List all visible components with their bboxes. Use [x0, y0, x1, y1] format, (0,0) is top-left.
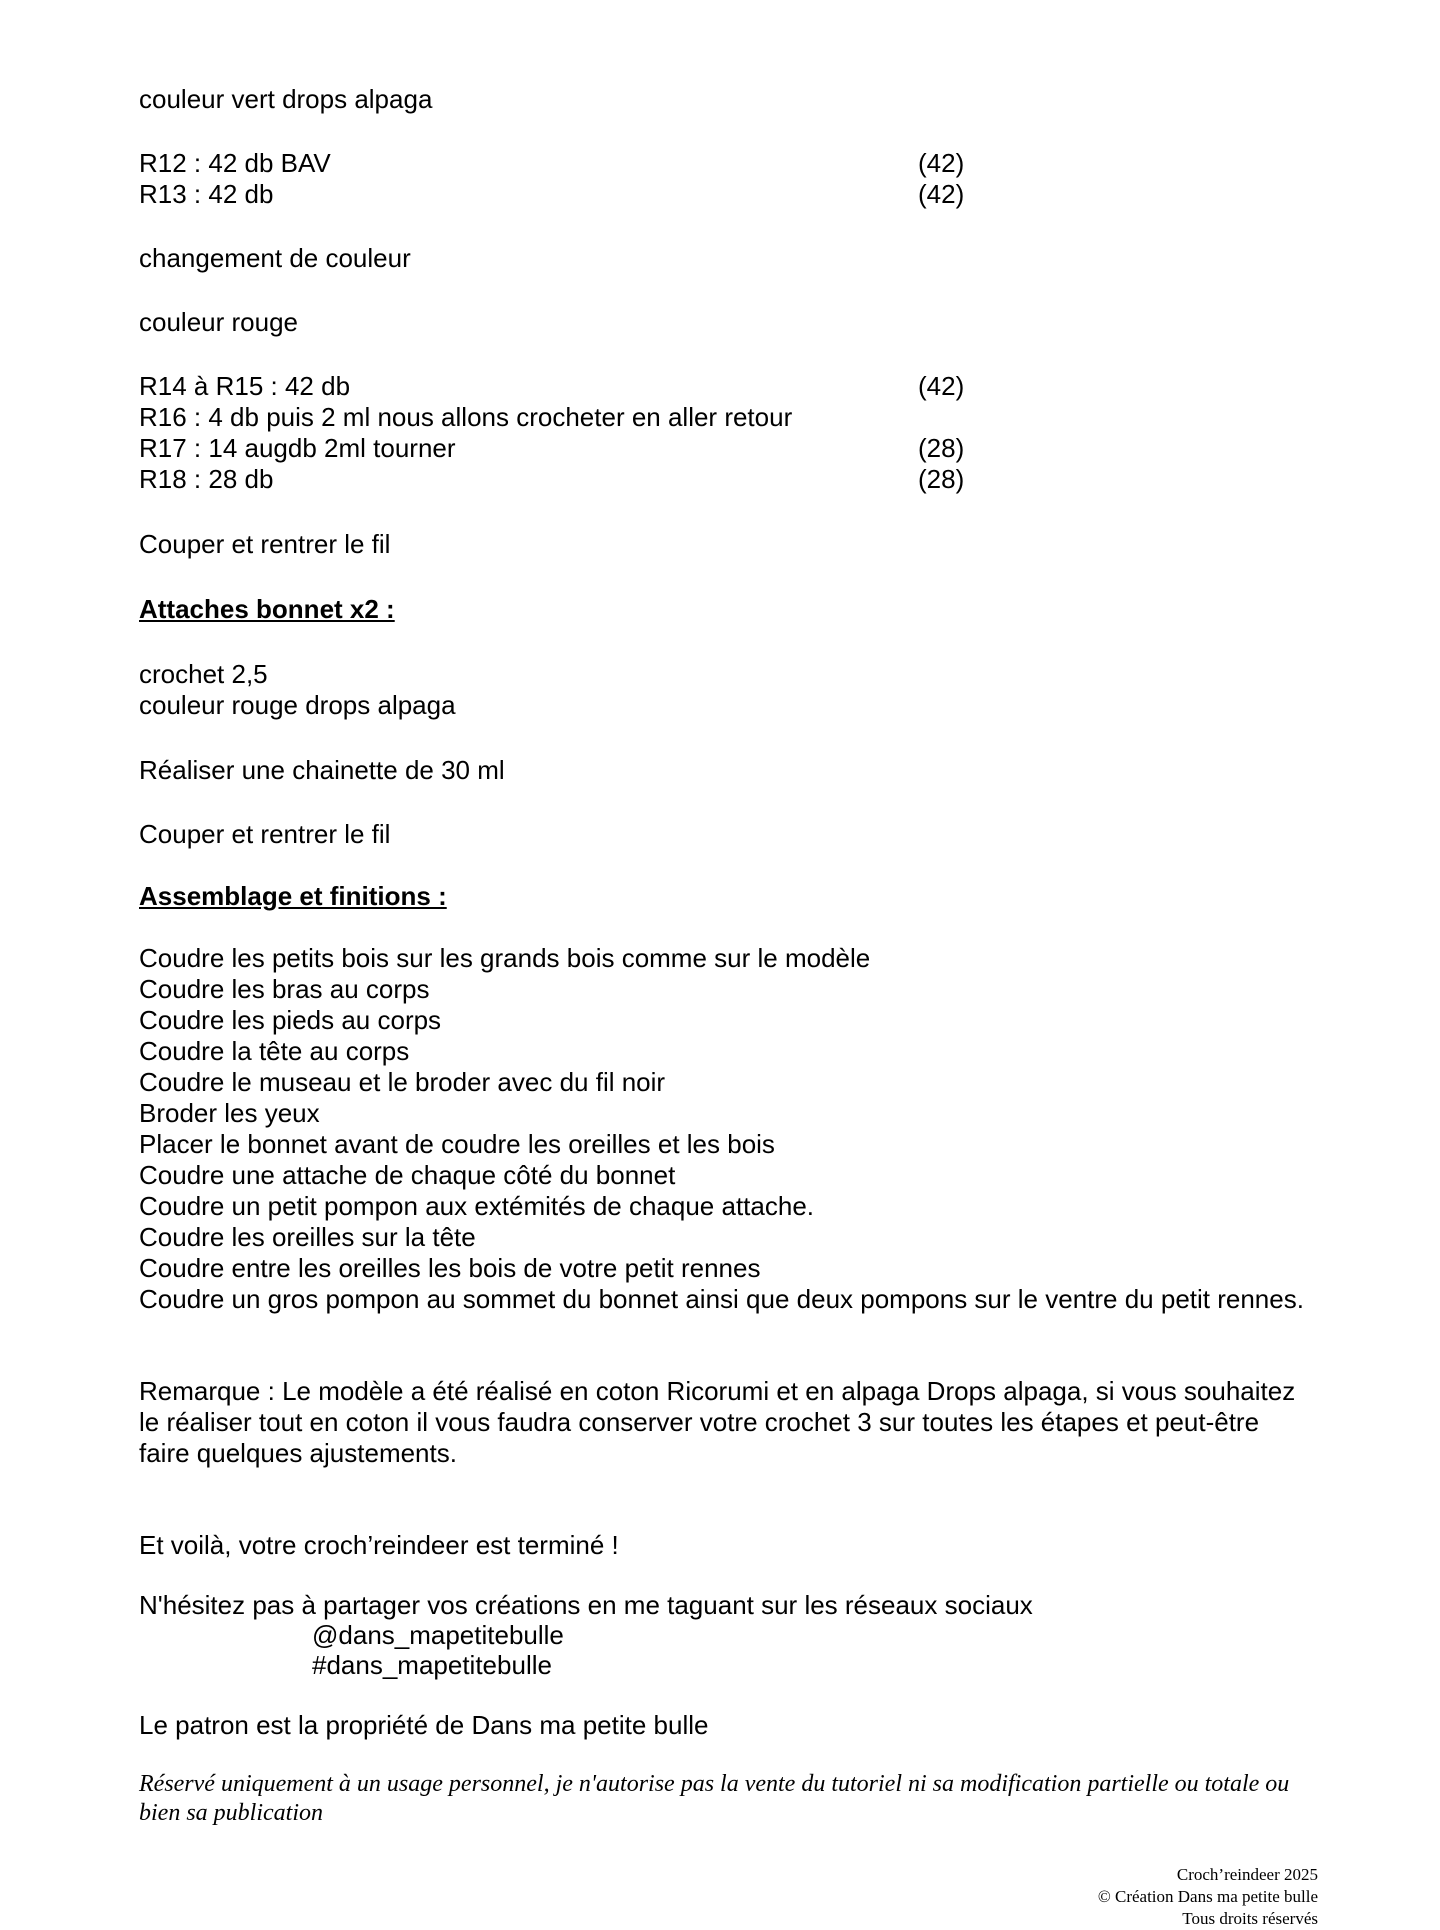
assembly-step: Coudre la tête au corps	[139, 1036, 410, 1066]
row-r14-r15: R14 à R15 : 42 db	[139, 371, 351, 401]
row-r13-count: (42)	[918, 179, 965, 209]
attaches-hook: crochet 2,5	[139, 659, 268, 689]
attaches-instruction: Réaliser une chainette de 30 ml	[139, 755, 505, 785]
finish-instruction: Couper et rentrer le fil	[139, 529, 391, 559]
social-handle: @dans_mapetitebulle	[312, 1620, 564, 1650]
assembly-step: Coudre entre les oreilles les bois de votre petit rennes	[139, 1253, 761, 1283]
row-r18-count: (28)	[918, 464, 965, 494]
footer-line-title: Croch’reindeer 2025	[1176, 1865, 1318, 1884]
row-r14-r15-count: (42)	[918, 371, 965, 401]
assembly-step-last: Coudre un gros pompon au sommet du bonnet ainsi que deux pompons sur le ventre du petit rennes.	[139, 1284, 1304, 1314]
assembly-step: Coudre les pieds au corps	[139, 1005, 442, 1035]
assembly-step: Coudre un petit pompon aux extémités de chaque attache.	[139, 1191, 814, 1221]
row-r12: R12 : 42 db BAV	[139, 148, 331, 178]
assembly-step: Coudre les oreilles sur la tête	[139, 1222, 476, 1252]
row-r13: R13 : 42 db	[139, 179, 274, 209]
property-statement: Le patron est la propriété de Dans ma petite bulle	[139, 1710, 709, 1740]
footer-copyright	[1098, 1864, 1318, 1930]
attaches-heading: Attaches bonnet x2 :	[139, 594, 395, 624]
color-change-note: changement de couleur	[139, 243, 411, 273]
attaches-color-label: couleur rouge drops alpaga	[139, 690, 456, 720]
assembly-step: Coudre les bras au corps	[139, 974, 430, 1004]
assembly-step: Coudre une attache de chaque côté du bonnet	[139, 1160, 676, 1190]
color-label-red: couleur rouge	[139, 307, 298, 337]
assembly-heading: Assemblage et finitions :	[139, 881, 447, 911]
assembly-step: Coudre les petits bois sur les grands bois comme sur le modèle	[139, 943, 871, 973]
completion-message: Et voilà, votre croch’reindeer est terminé !	[139, 1530, 619, 1560]
row-r16: R16 : 4 db puis 2 ml nous allons crocheter en aller retour	[139, 402, 793, 432]
assembly-step: Broder les yeux	[139, 1098, 320, 1128]
row-r12-count: (42)	[918, 148, 965, 178]
social-hashtag: #dans_mapetitebulle	[312, 1650, 552, 1680]
assembly-step: Coudre le museau et le broder avec du fil noir	[139, 1067, 666, 1097]
footer-line-rights: Tous droits réservés	[1182, 1909, 1318, 1928]
legal-note: Réservé uniquement à un usage personnel, je n'autorise pas la vente du tutoriel ni sa modification partielle ou totale ou bien sa publication	[139, 1771, 1290, 1826]
footer-line-creator: © Création Dans ma petite bulle	[1097, 1887, 1318, 1906]
assembly-step: Placer le bonnet avant de coudre les oreilles et les bois	[139, 1129, 775, 1159]
color-label-green: couleur vert drops alpaga	[139, 84, 433, 114]
row-r17-count: (28)	[918, 433, 965, 463]
row-r17: R17 : 14 augdb 2ml tourner	[139, 433, 456, 463]
row-r18: R18 : 28 db	[139, 464, 274, 494]
share-message: N'hésitez pas à partager vos créations en me taguant sur les réseaux sociaux	[139, 1590, 1033, 1620]
remark-paragraph: Remarque : Le modèle a été réalisé en coton Ricorumi et en alpaga Drops alpaga, si vous souhaitez le réaliser tout en coton il vous faudra conserver votre crochet 3 sur toutes les étapes et peut-être faire quelques ajustements.	[139, 1376, 1296, 1468]
attaches-finish: Couper et rentrer le fil	[139, 819, 391, 849]
